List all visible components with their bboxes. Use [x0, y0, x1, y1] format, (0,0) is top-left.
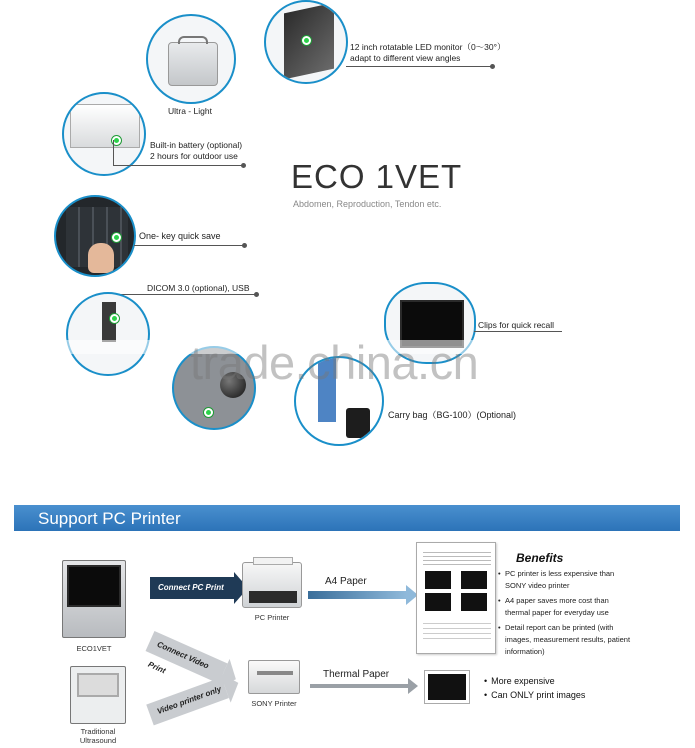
monitor-connector: [346, 66, 492, 67]
a4-paper-arrow: [308, 591, 406, 599]
pc-printer-label: PC Printer: [254, 613, 290, 622]
dicom-connector: [112, 294, 256, 295]
report-image-2: [461, 571, 487, 589]
traditional-label: [68, 727, 128, 745]
ultra-light-circle: [146, 14, 236, 104]
portable-device-image: [168, 42, 218, 86]
sony-printer-label: SONY Printer: [251, 699, 297, 708]
battery-connector: [113, 165, 243, 166]
connect-pc-arrow: Connect PC Print: [150, 577, 234, 599]
battery-connector-end: [241, 163, 246, 168]
finger-image: [88, 243, 114, 273]
battery-caption-line2: 2 hours for outdoor use: [150, 151, 238, 161]
device-handle: [178, 36, 208, 44]
monitor-caption-line1: 12 inch rotatable LED monitor（0～30°）: [350, 42, 506, 52]
quick-save-circle: [54, 195, 136, 277]
benefit-item: • A4 paper saves more cost than thermal paper for everyday use: [505, 595, 635, 619]
traditional-label-line1: Traditional: [80, 727, 116, 736]
dicom-green-dot: [110, 314, 119, 323]
eco1vet-label: ECO1VET: [76, 644, 112, 653]
dicom-connector-end: [254, 292, 259, 297]
eco1vet-screen: [67, 565, 121, 607]
report-header-lines: [423, 549, 491, 565]
dicom-circle: [66, 292, 150, 376]
a4-report-image: [416, 542, 496, 654]
battery-caption-line1: Built-in battery (optional): [150, 140, 243, 150]
suitcase-image: [346, 408, 370, 438]
monitor-connector-end: [490, 64, 495, 69]
trackball-green-dot: [204, 408, 213, 417]
a4-paper-label: A4 Paper: [325, 576, 367, 587]
report-image-4: [461, 593, 487, 611]
sony-printer-image: [248, 660, 300, 694]
quick-save-label: One- key quick save: [139, 231, 221, 241]
report-footer-lines: [423, 619, 491, 643]
monitor-green-dot: [302, 36, 311, 45]
battery-circle: [62, 92, 146, 176]
monitor-caption-line2: adapt to different view angles: [350, 53, 461, 63]
quick-save-connector: [134, 245, 244, 246]
carry-bag-label: Carry bag（BG-100）(Optional): [388, 410, 517, 420]
pc-printer-front: [249, 591, 297, 603]
thermal-note: • Can ONLY print images: [484, 690, 585, 700]
pc-printer-image: [242, 562, 302, 608]
thermal-print-image: [424, 670, 470, 704]
thermal-print-picture: [428, 674, 466, 700]
monitor-caption: [350, 42, 506, 64]
dicom-label: DICOM 3.0 (optional), USB: [147, 283, 250, 293]
battery-connector-vertical: [113, 140, 114, 165]
battery-device-image: [70, 104, 140, 148]
sony-printer-slot: [257, 671, 293, 675]
monitor-circle: [264, 0, 348, 84]
pc-printer-tray: [253, 557, 293, 565]
watermark-text: trade.china.cn: [190, 336, 479, 389]
printer-section-header: [14, 505, 680, 531]
eco1vet-device: [62, 560, 126, 638]
quick-save-green-dot: [112, 233, 121, 242]
thermal-note: • More expensive: [484, 676, 555, 686]
traditional-label-line2: Ultrasound: [79, 736, 117, 745]
quick-save-connector-end: [242, 243, 247, 248]
battery-caption: [150, 140, 242, 162]
benefit-item: • Detail report can be printed (with images, measurement results, patient information): [505, 622, 635, 658]
benefits-title: Benefits: [516, 551, 564, 565]
clips-label: Clips for quick recall: [478, 320, 555, 330]
product-subtitle: Abdomen, Reproduction, Tendon etc.: [293, 199, 442, 209]
traditional-ultrasound-device: [70, 666, 126, 724]
thermal-paper-label: Thermal Paper: [323, 669, 390, 680]
product-title: ECO 1VET: [291, 158, 463, 195]
report-image-3: [425, 593, 451, 611]
video-printer-only-arrow: Video printer only: [146, 677, 229, 725]
printer-section-title: Support PC Printer: [38, 509, 181, 528]
thermal-paper-arrow: [310, 684, 408, 688]
report-image-1: [425, 571, 451, 589]
ultra-light-label: Ultra - Light: [168, 106, 212, 116]
traditional-screen: [77, 673, 119, 697]
clips-connector: [474, 331, 562, 332]
connect-video-arrow: Connect Video Print: [146, 631, 228, 684]
benefit-item: • PC printer is less expensive than SONY video printer: [505, 568, 635, 592]
